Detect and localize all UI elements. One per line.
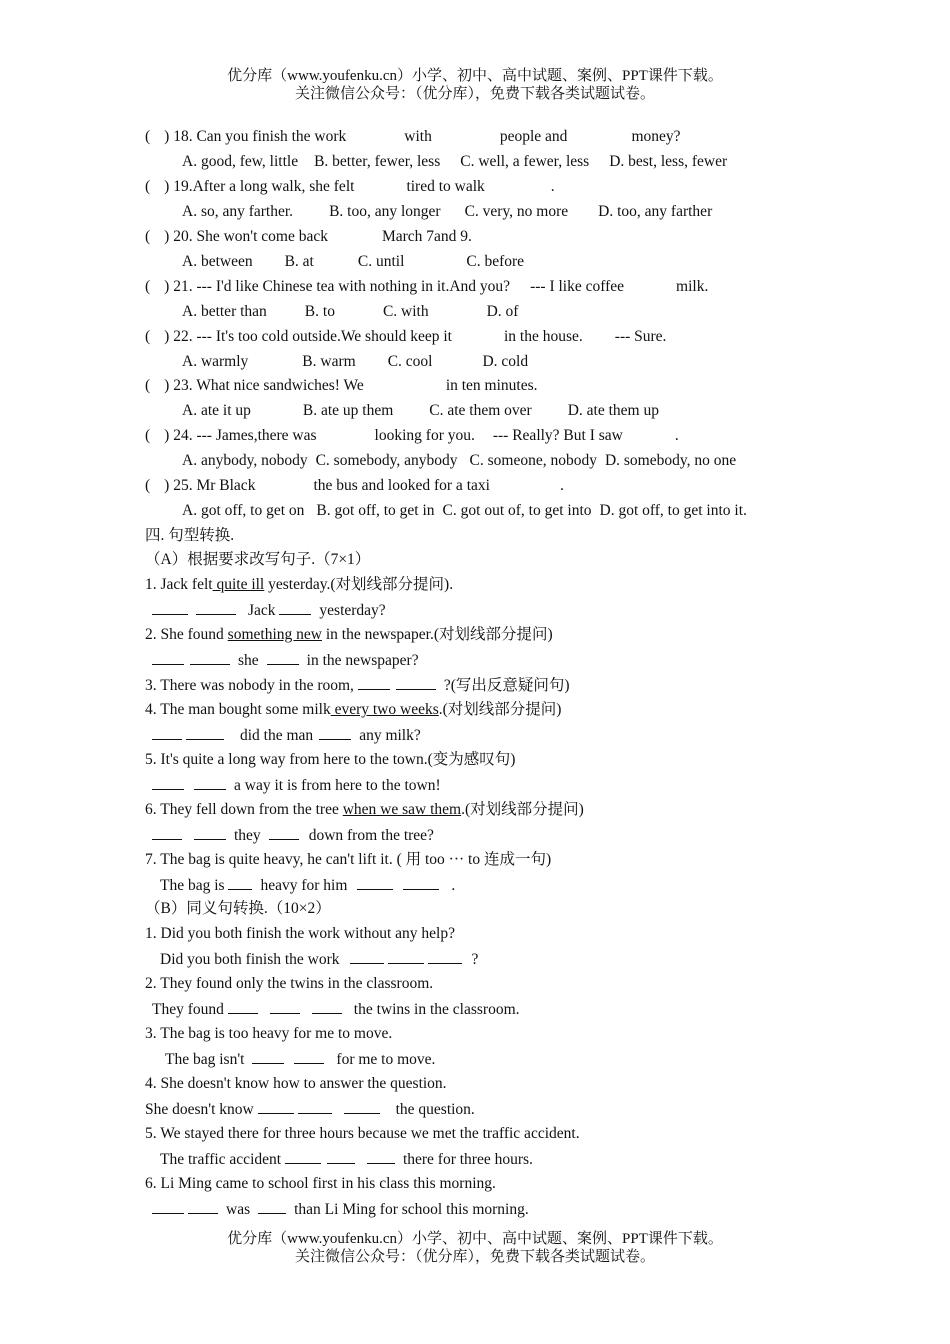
part-a-answer-2: she in the newspaper? xyxy=(152,650,419,671)
question-20: ( ) 20. She won't come back March 7and 9. xyxy=(145,228,472,245)
part-a-answer-7: The bag is heavy for him . xyxy=(160,877,456,894)
question-21: ( ) 21. --- I'd like Chinese tea with nothing in it.And you? --- I like coffee milk. xyxy=(145,278,709,295)
question-20-options: A. between B. at C. until C. before xyxy=(182,253,525,270)
page-footer-line1: 优分库（www.youfenku.cn）小学、初中、高中试题、案例、PPT课件下载。 xyxy=(227,1231,723,1247)
part-b-question-3: 3. The bag is too heavy for me to move. xyxy=(145,1025,393,1042)
part-b-question-6: 6. Li Ming came to school first in his class this morning. xyxy=(145,1175,496,1192)
part-a-title: （A）根据要求改写句子.（7×1） xyxy=(145,551,371,568)
question-23-options: A. ate it up B. ate up them C. ate them over D. ate them up xyxy=(182,402,659,419)
question-18: ( ) 18. Can you finish the work with people and money? xyxy=(145,128,681,145)
part-b-answer-1: Did you both finish the work ? xyxy=(160,951,479,968)
part-b-answer-2: They found the twins in the classroom. xyxy=(152,1001,520,1018)
part-a-question-1: 1. Jack felt quite ill yesterday.(对划线部分提问). xyxy=(145,576,454,593)
part-a-answer-6: they down from the tree? xyxy=(152,825,434,846)
part-a-question-6: 6. They fell down from the tree when we saw them.(对划线部分提问) xyxy=(145,801,584,818)
part-a-answer-5: a way it is from here to the town! xyxy=(152,775,441,796)
page-header-line1: 优分库（www.youfenku.cn）小学、初中、高中试题、案例、PPT课件下载。 xyxy=(227,68,723,84)
question-25-options: A. got off, to get on B. got off, to get in C. got out of, to get into D. got off, to get into it. xyxy=(182,502,747,519)
part-a-question-3: 3. There was nobody in the room, ?(写出反意疑问句) xyxy=(145,677,570,694)
part-b-title: （B）同义句转换.（10×2） xyxy=(145,900,331,917)
part-b-question-5: 5. We stayed there for three hours because we met the traffic accident. xyxy=(145,1125,580,1142)
part-a-answer-1: Jack yesterday? xyxy=(152,600,386,621)
part-a-question-4: 4. The man bought some milk every two weeks.(对划线部分提问) xyxy=(145,701,562,718)
part-b-question-1: 1. Did you both finish the work without any help? xyxy=(145,925,455,942)
part-b-question-2: 2. They found only the twins in the classroom. xyxy=(145,975,434,992)
part-b-answer-6: was than Li Ming for school this morning. xyxy=(152,1199,529,1220)
question-23: ( ) 23. What nice sandwiches! We in ten minutes. xyxy=(145,377,538,394)
part-b-answer-4: She doesn't know the question. xyxy=(145,1101,475,1118)
part-a-question-5: 5. It's quite a long way from here to the town.(变为感叹句) xyxy=(145,751,516,768)
part-b-question-4: 4. She doesn't know how to answer the question. xyxy=(145,1075,447,1092)
section-title: 四. 句型转换. xyxy=(145,527,235,544)
part-b-answer-3: The bag isn't for me to move. xyxy=(165,1051,436,1068)
question-19: ( ) 19.After a long walk, she felt tired to walk . xyxy=(145,178,555,195)
question-22: ( ) 22. --- It's too cold outside.We should keep it in the house. --- Sure. xyxy=(145,328,667,345)
page-footer-line2: 关注微信公众号：（优分库），免费下载各类试题试卷。 xyxy=(294,1249,655,1265)
question-18-options: A. good, few, little B. better, fewer, less C. well, a fewer, less D. best, less, fewer xyxy=(182,153,728,170)
part-a-answer-4: did the man any milk? xyxy=(152,725,421,746)
part-b-answer-5: The traffic accident there for three hours. xyxy=(160,1151,533,1168)
question-22-options: A. warmly B. warm C. cool D. cold xyxy=(182,353,529,370)
question-19-options: A. so, any farther. B. too, any longer C. very, no more D. too, any farther xyxy=(182,203,713,220)
question-21-options: A. better than B. to C. with D. of xyxy=(182,303,519,320)
question-24-options: A. anybody, nobody C. somebody, anybody C. someone, nobody D. somebody, no one xyxy=(182,452,737,469)
page-header-line2: 关注微信公众号：（优分库），免费下载各类试题试卷。 xyxy=(294,86,655,102)
part-a-question-7: 7. The bag is quite heavy, he can't lift it. ( 用 too ··· to 连成一句) xyxy=(145,851,552,868)
question-25: ( ) 25. Mr Black the bus and looked for a taxi . xyxy=(145,477,564,494)
question-24: ( ) 24. --- James,there was looking for you. --- Really? But I saw . xyxy=(145,427,679,444)
part-a-question-2: 2. She found something new in the newspaper.(对划线部分提问) xyxy=(145,626,553,643)
